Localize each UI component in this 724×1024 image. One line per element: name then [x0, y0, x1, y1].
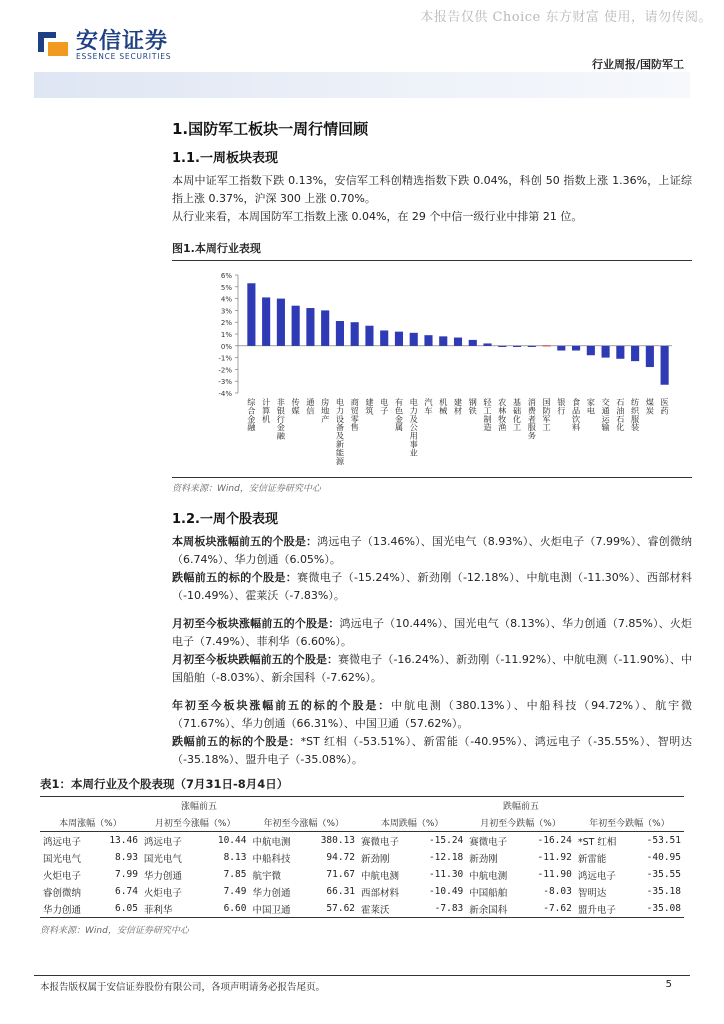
table-cell-value: 13.46: [109, 835, 138, 846]
bar-商贸零售: [351, 322, 359, 346]
yearly-up-paragraph: [172, 697, 692, 733]
table-cell-value: -35.08: [646, 903, 681, 914]
yearly-down-label: 跌幅前五的标的个股是：: [172, 735, 301, 748]
monthly-down-text: 赛微电子（-16.24%）、新劲刚（-11.92%）、中航电测（-11.90%）、中国船舶（-8.03%）、新余国科（-7.62%）。: [172, 653, 692, 684]
x-tick-label: 家电: [586, 397, 595, 416]
table-cell-stock: 赛微电子: [361, 836, 400, 848]
table-cell-stock: *ST 红相: [577, 836, 617, 848]
table-source: 资料来源：Wind，安信证券研究中心: [40, 926, 189, 936]
table-cell-stock: 华力创通: [43, 904, 82, 916]
column-header-0: 本周涨幅（%）: [59, 819, 122, 829]
figure-title: 图1.本周行业表现: [172, 240, 692, 261]
weekly-down-text: 赛微电子（-15.24%）、新劲刚（-12.18%）、中航电测（-11.30%）、西部材料（-10.49%）、霍莱沃（-7.83%）。: [172, 571, 692, 602]
table-cell-value: 8.13: [223, 852, 247, 863]
paragraph-industry: 从行业来看，本周国防军工指数上涨 0.04%，在 29 个中信一级行业中排第 21 位。: [172, 210, 583, 223]
x-tick-label: 交通运输: [601, 397, 610, 433]
table-cell-value: 7.49: [223, 886, 247, 897]
x-tick-label: 电子: [380, 397, 389, 416]
x-tick-label: 机械: [439, 397, 448, 416]
x-tick-label: 国防军工: [542, 397, 551, 433]
table-column-header: [40, 814, 684, 832]
column-header-4: 月初至今跌幅（%）: [480, 819, 561, 829]
weekly-down-paragraph: [172, 569, 692, 605]
y-tick-label: -4%: [218, 390, 232, 398]
x-tick-label: 煤炭: [645, 397, 654, 416]
y-tick-label: 0%: [220, 342, 232, 351]
header-band: [34, 72, 690, 98]
bar-食品饮料: [572, 346, 580, 351]
x-tick-label: 食品饮料: [571, 397, 581, 433]
table-cell-stock: 菲利华: [143, 904, 173, 916]
weekly-down-label: 跌幅前五的标的个股是：: [172, 571, 298, 584]
table-cell-stock: 中船科技: [252, 853, 291, 865]
x-tick-label: 建材: [453, 397, 463, 416]
weekly-up-text: 鸿远电子（13.46%）、国光电气（8.93%）、火炬电子（7.99%）、睿创微纳（6.74%）、华力创通（6.05%）。: [172, 535, 692, 566]
table-cell-stock: 鸿远电子: [43, 836, 82, 848]
bar-有色金属: [395, 332, 403, 346]
table-row: [40, 900, 684, 918]
table-cell-value: -8.03: [543, 886, 572, 897]
x-tick-label: 石油石化: [616, 397, 625, 433]
y-tick-label: 1%: [220, 331, 232, 339]
table-cell-stock: 国光电气: [143, 853, 182, 865]
table-cell-value: -35.18: [646, 886, 681, 897]
x-tick-label: 有色金属: [394, 397, 404, 433]
monthly-down-label: 月初至今板块跌幅前五的个股是：: [172, 653, 339, 666]
monthly-up-paragraph: [172, 615, 692, 651]
x-tick-label: 汽车: [424, 397, 433, 416]
bar-石油石化: [616, 346, 624, 359]
table-cell-stock: 智明达: [577, 887, 607, 899]
table-cell-stock: 新雷能: [577, 853, 607, 865]
paragraph-index: 本周中证军工指数下跌 0.13%，安信军工科创精选指数下跌 0.04%，科创 50 指数上涨 1.36%，上证综指上涨 0.37%，沪深 300 上涨 0.70%。: [172, 174, 692, 205]
y-tick-label: 4%: [220, 295, 232, 304]
bar-传媒: [292, 306, 300, 346]
x-tick-label: 传媒: [291, 397, 300, 416]
table-body: [40, 832, 684, 918]
table-cell-stock: 霍莱沃: [361, 904, 390, 916]
bar-非银行金融: [277, 299, 285, 346]
table-cell-stock: 中国卫通: [252, 904, 291, 916]
column-header-5: 年初至今跌幅（%）: [589, 819, 670, 829]
bar-纺织服装: [631, 346, 639, 361]
table-cell-stock: 睿创微纳: [43, 887, 82, 899]
bar-电力设备及新能源: [336, 321, 344, 346]
table-cell-value: 57.62: [326, 903, 356, 914]
yearly-up-label: 年初至今板块涨幅前五的标的个股是：: [172, 699, 392, 712]
bar-综合金融: [247, 283, 255, 346]
x-tick-label: 通信: [306, 397, 315, 416]
table-cell-stock: 赛微电子: [469, 836, 508, 848]
table-title: 表1：本周行业及个股表现（7月31日-8月4日）: [40, 777, 289, 791]
bar-医药: [661, 346, 669, 385]
table-row: [40, 883, 684, 900]
monthly-down-paragraph: [172, 651, 692, 687]
figure-source: 资料来源：Wind，安信证券研究中心: [172, 477, 692, 494]
table-cell-value: -53.51: [646, 835, 681, 846]
logo-en: ESSENCE SECURITIES: [76, 52, 172, 61]
y-tick-label: -2%: [218, 366, 232, 375]
table-cell-stock: 华力创通: [143, 870, 182, 882]
stock-table: [40, 796, 684, 918]
weekly-up-paragraph: [172, 533, 692, 569]
x-tick-label: 综合金融: [247, 397, 256, 433]
group-down-header: 跌幅前五: [503, 802, 540, 812]
table-cell-value: 66.31: [326, 886, 356, 897]
table-cell-value: 10.44: [217, 835, 247, 846]
bar-电力及公用事业: [410, 333, 418, 346]
bar-建材: [454, 338, 462, 346]
yearly-down-text: *ST 红相（-53.51%）、新雷能（-40.95%）、鸿远电子（-35.55%）、智明达（-35.18%）、盟升电子（-35.08%）。: [172, 735, 692, 766]
table-cell-value: 7.99: [115, 869, 138, 880]
bar-银行: [557, 346, 565, 351]
column-header-2: 年初至今涨幅（%）: [263, 819, 345, 829]
bar-国防军工: [542, 345, 550, 346]
section-title: 1.国防军工板块一周行情回顾: [172, 120, 369, 138]
logo-mark-icon: [36, 24, 70, 58]
bar-电子: [380, 330, 388, 345]
bar-基础化工: [513, 346, 521, 347]
yearly-up-text: 中航电测（380.13%）、中船科技（94.72%）、航宇微（71.67%）、华力创通（66.31%）、中国卫通（57.62%）。: [172, 699, 692, 730]
x-tick-label: 电力及公用事业: [409, 397, 418, 458]
table-cell-value: -7.83: [434, 903, 464, 914]
bar-交通运输: [602, 346, 610, 358]
footer-divider: [34, 975, 690, 976]
report-type: 行业周报/国防军工: [591, 58, 684, 71]
table-cell-stock: 火炬电子: [143, 887, 182, 899]
x-tick-label: 基础化工: [512, 397, 522, 433]
column-header-1: 月初至今涨幅（%）: [154, 819, 236, 829]
page-number: 5: [665, 979, 672, 990]
bar-轻工制造: [483, 343, 491, 345]
x-tick-label: 银行: [557, 397, 566, 416]
table-cell-stock: 华力创通: [252, 887, 291, 899]
y-tick-label: 6%: [220, 272, 232, 280]
column-header-3: 本周跌幅（%）: [380, 819, 444, 829]
watermark: 本报告仅供 Choice 东方财富 使用，请勿传阅。: [420, 10, 712, 25]
table-cell-value: -12.18: [428, 852, 464, 863]
table-cell-stock: 航宇微: [252, 870, 281, 882]
bar-钢铁: [469, 340, 477, 346]
table-cell-stock: 中国船舶: [469, 887, 508, 899]
table-group-header: [40, 797, 684, 815]
main-content: [172, 118, 692, 769]
group-up-header: 涨幅前五: [181, 802, 218, 812]
x-tick-label: 电力设备及新能源: [335, 397, 345, 466]
table-cell-stock: 鸿远电子: [143, 836, 182, 848]
y-tick-label: -3%: [218, 378, 232, 387]
industry-bar-chart: [172, 261, 692, 471]
bar-煤炭: [646, 346, 654, 367]
table-cell-value: 8.93: [115, 852, 138, 863]
x-tick-label: 非银行金融: [276, 397, 285, 441]
y-tick-label: 2%: [220, 319, 232, 328]
x-tick-label: 建筑: [365, 397, 374, 416]
table-cell-value: -11.30: [428, 869, 464, 880]
bar-农林牧渔: [498, 346, 506, 347]
x-tick-label: 消费者服务: [527, 397, 536, 441]
bar-建筑: [365, 326, 373, 346]
table-cell-stock: 盟升电子: [577, 904, 616, 916]
footer-disclaimer: 本报告版权属于安信证券股份有限公司，各项声明请务必报告尾页。: [40, 982, 326, 993]
bar-计算机: [262, 297, 270, 345]
table-cell-stock: 中航电测: [252, 836, 291, 848]
table-cell-stock: 新余国科: [469, 904, 508, 916]
table-cell-value: 6.05: [115, 903, 138, 914]
table-cell-stock: 火炬电子: [43, 870, 82, 882]
table-row: [40, 832, 684, 850]
table-cell-value: -15.24: [428, 835, 464, 846]
y-tick-label: -1%: [218, 354, 232, 363]
table-cell-value: 71.67: [326, 869, 356, 880]
table-cell-stock: 国光电气: [43, 853, 82, 865]
table-cell-value: -35.55: [646, 869, 681, 880]
table-row: [40, 866, 684, 883]
logo-cn: 安信证券: [76, 29, 169, 54]
table-cell-value: 7.85: [223, 869, 247, 880]
x-tick-label: 商贸零售: [350, 397, 359, 433]
stock-table-section: [40, 776, 684, 936]
weekly-up-label: 本周板块涨幅前五的个股是：: [172, 535, 318, 548]
bar-机械: [439, 336, 447, 345]
x-tick-label: 农林牧渔: [498, 397, 507, 433]
bar-房地产: [321, 310, 329, 345]
x-tick-label: 医药: [660, 397, 669, 416]
x-tick-label: 房地产: [321, 397, 330, 424]
bar-消费者服务: [528, 346, 536, 347]
table-cell-value: 380.13: [320, 835, 356, 846]
x-tick-label: 钢铁: [468, 397, 477, 416]
table-cell-value: 94.72: [326, 852, 356, 863]
bar-汽车: [424, 335, 432, 346]
table-cell-stock: 西部材料: [361, 887, 400, 899]
table-cell-value: -7.62: [543, 903, 572, 914]
x-tick-label: 纺织服装: [631, 397, 640, 433]
yearly-down-paragraph: [172, 733, 692, 769]
table-cell-stock: 新劲刚: [469, 853, 498, 865]
monthly-up-label: 月初至今板块涨幅前五的个股是：: [172, 617, 340, 630]
company-logo: [36, 24, 186, 68]
x-tick-label: 计算机: [262, 397, 271, 424]
table-cell-stock: 鸿远电子: [577, 870, 616, 882]
y-tick-label: 3%: [220, 307, 232, 316]
table-cell-stock: 中航电测: [361, 870, 400, 882]
x-tick-label: 轻工制造: [483, 397, 492, 433]
table-cell-stock: 新劲刚: [361, 853, 390, 865]
table-cell-value: -10.49: [428, 886, 464, 897]
y-tick-label: 5%: [220, 283, 232, 292]
table-cell-value: 6.60: [223, 903, 247, 914]
monthly-up-text: 鸿远电子（10.44%）、国光电气（8.13%）、华力创通（7.85%）、火炬电子（7.49%）、菲利华（6.60%）。: [172, 617, 692, 648]
table-cell-value: 6.74: [115, 886, 138, 897]
table-row: [40, 849, 684, 866]
subsection-title-sector: 1.1.一周板块表现: [172, 151, 278, 166]
subsection-title-stocks: 1.2.一周个股表现: [172, 512, 278, 527]
table-cell-value: -16.24: [537, 835, 572, 846]
bar-通信: [306, 308, 314, 346]
table-cell-value: -11.90: [537, 869, 572, 880]
table-cell-value: -40.95: [646, 852, 681, 863]
bar-家电: [587, 346, 595, 355]
table-cell-value: -11.92: [537, 852, 572, 863]
table-cell-stock: 中航电测: [469, 870, 508, 882]
